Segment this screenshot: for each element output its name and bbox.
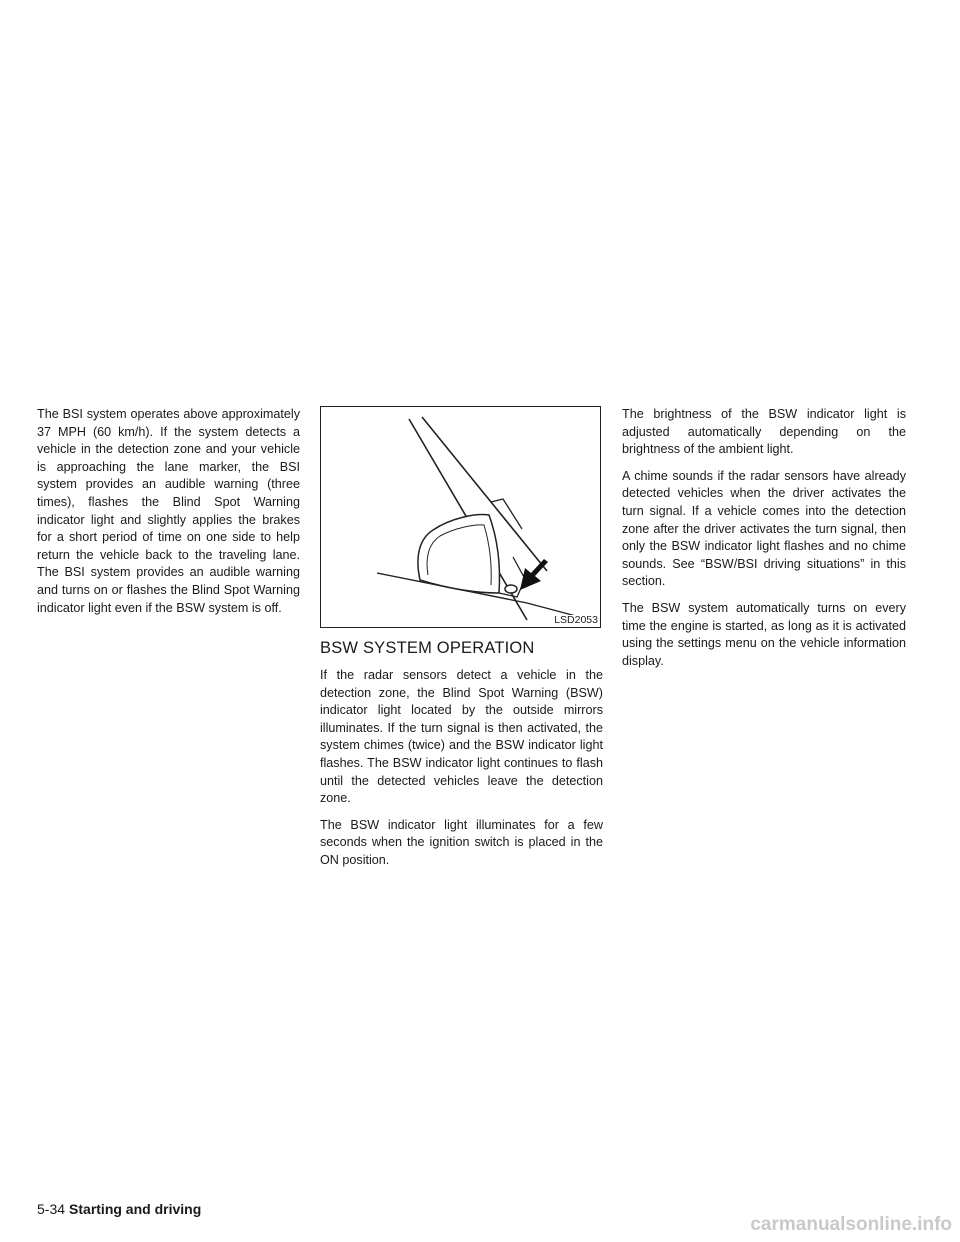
middle-column [320, 406, 603, 879]
side-mirror-drawing [321, 407, 600, 627]
auto-on-paragraph: The BSW system automatically turns on every time the engine is started, as long as it is activated using the settings menu on the vehicle information display. [622, 600, 906, 668]
bsw-indicator-light [505, 585, 517, 593]
bsi-operation-paragraph: The BSI system operates above approximately 37 MPH (60 km/h). If the system detects a vehicle in the detection zone and your vehicle is approaching the lane marker, the BSI system provides an audible warning (three times), flashes the Blind Spot Warning indicator light and slightly applies the brakes for a short period of time on one side to help return the vehicle back to the traveling lane. The BSI system provides an audible warning and turns on or flashes the Blind Spot Warning indicator light even if the BSW system is off. [37, 407, 300, 615]
left-column [37, 406, 300, 626]
right-column [622, 406, 906, 679]
figure-code: LSD2053 [554, 614, 598, 626]
chapter-title: Starting and driving [69, 1201, 202, 1217]
bsw-ignition-paragraph: The BSW indicator light illuminates for a few seconds when the ignition switch is placed in the ON position. [320, 817, 603, 867]
watermark: carmanualsonline.info [750, 1214, 952, 1235]
chime-paragraph: A chime sounds if the radar sensors have already detected vehicles when the driver activates the turn signal. If a vehicle comes into the detection zone after the driver activates the turn signal, then only the BSW indicator light flashes and no chime sounds. See “BSW/BSI driving situations” in this section. [622, 468, 906, 589]
page-footer [37, 1200, 201, 1218]
page-number: 5-34 [37, 1201, 66, 1217]
section-heading: BSW SYSTEM OPERATION [320, 639, 535, 657]
mirror-indicator-illustration [320, 406, 601, 628]
arrow-icon [520, 559, 548, 590]
bsw-detection-paragraph: If the radar sensors detect a vehicle in the detection zone, the Blind Spot Warning (BSW) indicator light located by the outside mirrors illuminates. If the turn signal is then activated, the system chimes (twice) and the BSW indicator light flashes. The BSW indicator light continues to flash until the detected vehicles leave the detection zone. [320, 668, 603, 806]
brightness-paragraph: The brightness of the BSW indicator light is adjusted automatically depending on the brightness of the ambient light. [622, 407, 906, 457]
